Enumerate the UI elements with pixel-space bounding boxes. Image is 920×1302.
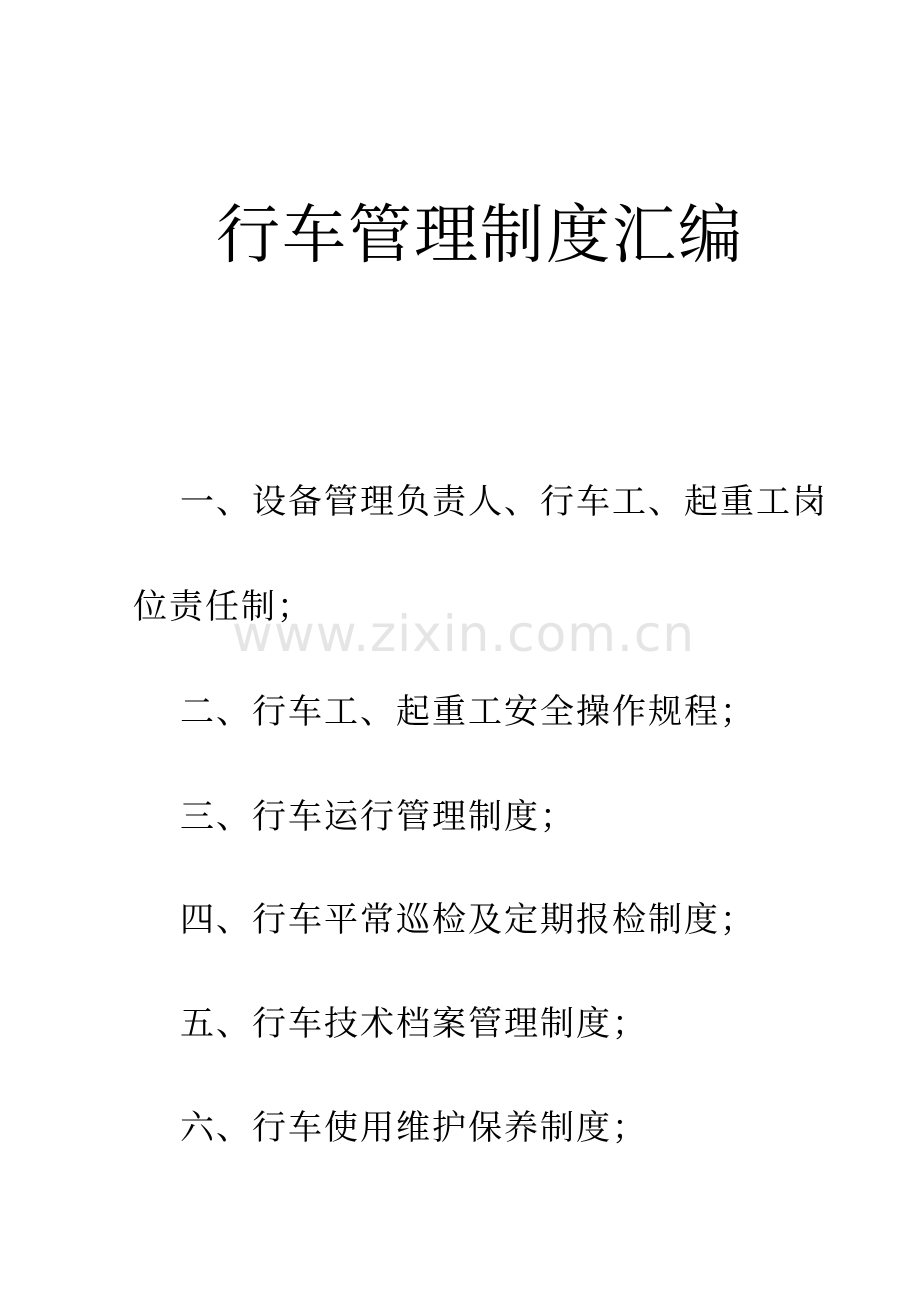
list-item-4: 四、行车平常巡检及定期报检制度； (180, 900, 756, 940)
list-item-1-line-2: 位责任制； (133, 587, 313, 627)
watermark: www.zixin.com.cn (232, 605, 696, 663)
list-item-2: 二、行车工、起重工安全操作规程； (180, 692, 756, 732)
list-item-3: 三、行车运行管理制度； (180, 797, 576, 837)
list-item-5: 五、行车技术档案管理制度； (180, 1004, 648, 1044)
list-item-1-line-1: 一、设备管理负责人、行车工、起重工岗 (180, 482, 828, 522)
document-title: 行车管理制度汇编 (216, 199, 744, 273)
list-item-6: 六、行车使用维护保养制度； (180, 1108, 648, 1148)
